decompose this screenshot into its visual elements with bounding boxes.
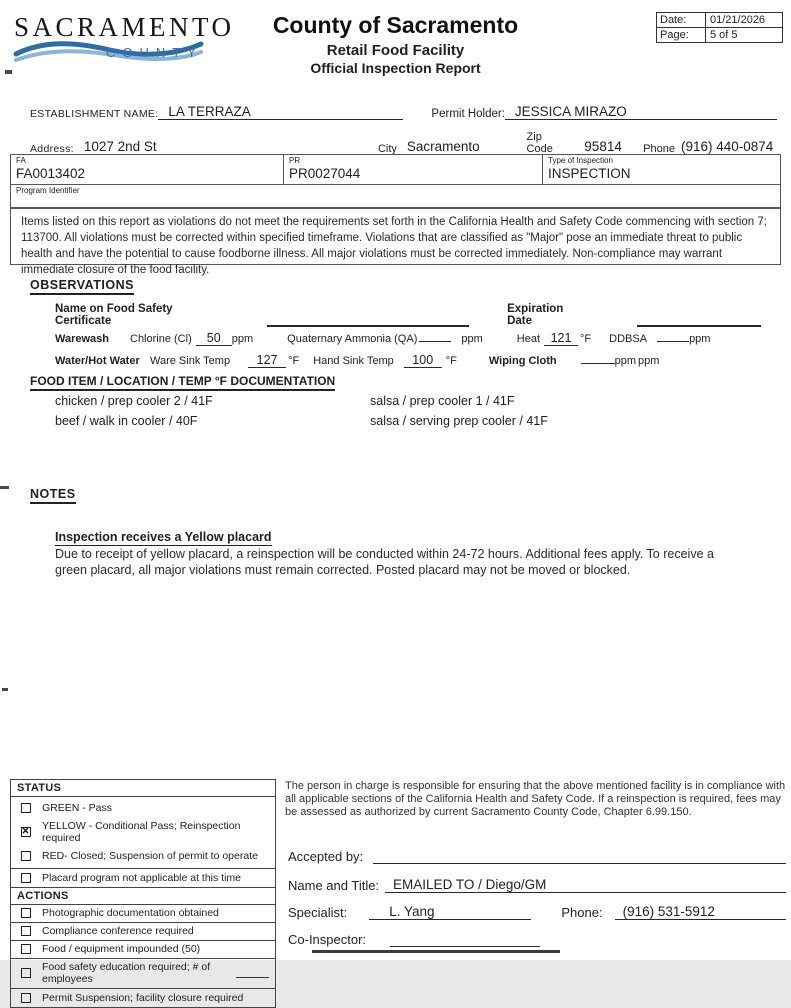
food-items-left-column bbox=[55, 391, 213, 431]
quaternary-ammonia-field[interactable] bbox=[419, 341, 451, 342]
action-compliance-conference bbox=[11, 923, 275, 941]
logo-text-sacramento: SACRAMENTO bbox=[14, 12, 235, 42]
status-option-red bbox=[11, 847, 275, 865]
logo-text-county: COUNTY bbox=[106, 45, 203, 60]
program-identifier-cell bbox=[11, 184, 780, 208]
cert-name-field[interactable] bbox=[267, 313, 469, 327]
inspection-type-label: Type of Inspection bbox=[548, 156, 613, 165]
report-subtitle-type: Official Inspection Report bbox=[310, 60, 481, 76]
chlorine-unit: ppm bbox=[231, 333, 254, 345]
address-label: Address: bbox=[30, 143, 74, 155]
permit-suspension-checkbox[interactable] bbox=[21, 993, 31, 1003]
impounded-checkbox[interactable] bbox=[21, 944, 31, 954]
status-actions-table bbox=[10, 779, 276, 1008]
yellow-placard-subheading: Inspection receives a Yellow placard bbox=[55, 530, 272, 544]
page-value: 5 of 5 bbox=[710, 29, 738, 41]
action-label: Compliance conference required bbox=[42, 925, 194, 937]
specialist-label: Specialist: bbox=[288, 905, 348, 920]
yellow-checkbox[interactable] bbox=[21, 827, 31, 837]
specialist-field[interactable]: L. Yang bbox=[369, 904, 531, 920]
report-title: County of Sacramento bbox=[272, 12, 519, 38]
accepted-by-row bbox=[288, 848, 786, 864]
establishment-name-field[interactable]: LA TERRAZA bbox=[158, 104, 403, 120]
address-field[interactable]: 1027 2nd St bbox=[74, 139, 368, 155]
warewash-label: Warewash bbox=[55, 333, 110, 345]
action-label: Photographic documentation obtained bbox=[42, 907, 219, 919]
food-safety-certificate-row bbox=[55, 303, 761, 327]
food-item: chicken / prep cooler 2 / 41F bbox=[55, 394, 213, 408]
ddbsa-field[interactable] bbox=[657, 341, 689, 342]
date-page-box bbox=[656, 12, 783, 43]
date-label: Date: bbox=[657, 13, 706, 27]
co-inspector-field[interactable] bbox=[390, 931, 540, 947]
date-value: 01/21/2026 bbox=[710, 14, 766, 26]
action-label: Food / equipment impounded (50) bbox=[42, 943, 201, 955]
city-label: City bbox=[377, 143, 397, 155]
establishment-row-1 bbox=[30, 104, 777, 120]
not-applicable-checkbox[interactable] bbox=[21, 873, 31, 883]
status-option-label: RED- Closed; Suspension of permit to operate bbox=[42, 850, 258, 862]
food-item: beef / walk in cooler / 40F bbox=[55, 414, 198, 428]
hand-sink-temp-unit: °F bbox=[445, 355, 457, 367]
ddbsa-label: DDBSA bbox=[609, 333, 648, 345]
co-inspector-row bbox=[288, 931, 648, 947]
inspection-type-cell bbox=[543, 155, 780, 184]
name-title-row bbox=[288, 877, 786, 893]
status-option-yellow bbox=[11, 817, 275, 847]
ware-sink-temp-field[interactable]: 127 bbox=[248, 353, 286, 368]
status-header: STATUS bbox=[11, 780, 275, 797]
food-items-right-column bbox=[370, 391, 548, 431]
accepted-by-field[interactable] bbox=[373, 848, 786, 864]
wiping-cloth-field[interactable] bbox=[581, 363, 615, 364]
report-title-block bbox=[160, 12, 631, 76]
status-option-green bbox=[11, 799, 275, 817]
ddbsa-unit: ppm bbox=[689, 333, 711, 345]
water-hot-water-label: Water/Hot Water bbox=[55, 355, 140, 367]
employee-count-field[interactable] bbox=[236, 969, 269, 978]
facility-id-table bbox=[10, 154, 781, 209]
food-documentation-heading: FOOD ITEM / LOCATION / TEMP °F DOCUMENTATION bbox=[30, 374, 335, 391]
fa-label: FA bbox=[16, 156, 26, 165]
zip-field[interactable]: 95814 bbox=[574, 139, 631, 155]
scan-artifact bbox=[2, 688, 8, 691]
compliance-statement: The person in charge is responsible for ensuring that the above mentioned facility is in compliance with all applicable sections of the California Health and Safety Code. If a reinspection is required, fees may be assessed as authorized by current Sacramento County Code, Chapter 6.99.150. bbox=[285, 780, 786, 818]
food-item: salsa / serving prep cooler / 41F bbox=[370, 414, 548, 428]
education-checkbox[interactable] bbox=[21, 968, 31, 978]
actions-header: ACTIONS bbox=[11, 888, 275, 905]
inspector-phone-label: Phone: bbox=[561, 905, 603, 920]
action-label: Permit Suspension; facility closure required bbox=[42, 992, 244, 1004]
action-permit-suspension bbox=[11, 989, 275, 1007]
action-label: Food safety education required; # of employees bbox=[42, 961, 211, 985]
violations-disclaimer: Items listed on this report as violations do not meet the requirements set forth in the California Health and Safety Code commencing with section 7; 113700. All violations must be corrected within specified timeframe. Violations that are classified as "Major" pose an immediate threat to public health and have the potential to cause foodborne illness. All major violations must be corrected immediately. Non-compliance may warrant immediate closure of the food facility. bbox=[10, 207, 781, 265]
inspection-type-value: INSPECTION bbox=[548, 166, 631, 181]
scan-artifact bbox=[5, 70, 12, 74]
placard-options-group bbox=[11, 797, 275, 869]
pr-value: PR0027044 bbox=[289, 166, 361, 181]
specialist-row bbox=[288, 904, 786, 920]
red-checkbox[interactable] bbox=[21, 851, 31, 861]
expiration-date-label: Expiration Date bbox=[507, 303, 564, 327]
green-checkbox[interactable] bbox=[21, 803, 31, 813]
establishment-name-label: ESTABLISHMENT NAME: bbox=[30, 108, 159, 120]
pr-cell bbox=[284, 155, 543, 184]
cert-name-label: Name on Food Safety Certificate bbox=[55, 303, 173, 327]
pr-label: PR bbox=[289, 156, 301, 165]
establishment-row-2 bbox=[30, 131, 777, 155]
city-field[interactable]: Sacramento bbox=[397, 139, 515, 155]
notes-heading: NOTES bbox=[30, 487, 76, 504]
action-photographic bbox=[11, 905, 275, 923]
status-option-label: GREEN - Pass bbox=[42, 802, 113, 814]
warewash-row-1 bbox=[55, 331, 771, 346]
page-cutoff-artifact bbox=[312, 950, 560, 953]
fa-cell bbox=[11, 155, 284, 184]
page-label: Page: bbox=[657, 28, 706, 42]
zip-label: Zip Code bbox=[526, 131, 553, 155]
observations-heading: OBSERVATIONS bbox=[30, 278, 134, 295]
action-food-safety-education bbox=[11, 959, 275, 989]
ware-sink-temp-label: Ware Sink Temp bbox=[150, 355, 231, 367]
warewash-row-2 bbox=[55, 353, 771, 368]
photographic-checkbox[interactable] bbox=[21, 908, 31, 918]
name-title-field[interactable]: EMAILED TO / Diego/GM bbox=[385, 877, 786, 893]
permit-holder-label: Permit Holder: bbox=[431, 108, 505, 120]
report-subtitle-facility: Retail Food Facility bbox=[326, 42, 465, 59]
ware-sink-temp-unit: °F bbox=[288, 355, 300, 367]
status-option-not-applicable bbox=[11, 869, 275, 888]
chlorine-value-field[interactable]: 50 bbox=[196, 331, 232, 346]
warewash-section bbox=[55, 331, 771, 375]
heat-value-field[interactable]: 121 bbox=[544, 331, 578, 346]
status-option-label: YELLOW - Conditional Pass; Reinspection required bbox=[42, 820, 241, 844]
hand-sink-temp-label: Hand Sink Temp bbox=[313, 355, 394, 367]
name-title-label: Name and Title: bbox=[288, 878, 380, 893]
heat-label: Heat bbox=[516, 333, 541, 345]
quaternary-ammonia-unit: ppm bbox=[461, 333, 483, 345]
wiping-cloth-label: Wiping Cloth bbox=[488, 355, 557, 367]
food-item: salsa / prep cooler 1 / 41F bbox=[370, 394, 515, 408]
hand-sink-temp-field[interactable]: 100 bbox=[404, 353, 442, 368]
heat-unit: °F bbox=[580, 333, 592, 345]
action-impounded bbox=[11, 941, 275, 959]
yellow-placard-note: Due to receipt of yellow placard, a reinspection will be conducted within 24-72 hours. Additional fees apply. To receive a green placard, all major violations must remain corrected. Posted placard may not be moved or blocked. bbox=[55, 547, 714, 577]
status-option-label: Placard program not applicable at this time bbox=[42, 872, 242, 884]
inspector-phone-field[interactable]: (916) 531-5912 bbox=[615, 904, 786, 920]
wiping-cloth-unit: ppm bbox=[614, 355, 636, 367]
expiration-date-field[interactable] bbox=[637, 313, 761, 327]
fa-value: FA0013402 bbox=[16, 166, 86, 181]
accepted-by-label: Accepted by: bbox=[288, 849, 364, 864]
co-inspector-label: Co-Inspector: bbox=[288, 932, 367, 947]
chlorine-label: Chlorine (Cl) bbox=[130, 333, 192, 345]
permit-holder-field[interactable]: JESSICA MIRAZO bbox=[505, 104, 777, 120]
quaternary-ammonia-label: Quaternary Ammonia (QA) bbox=[287, 333, 418, 345]
phone-label: Phone bbox=[643, 143, 675, 155]
program-identifier-label: Program Identifier bbox=[16, 186, 80, 195]
compliance-conference-checkbox[interactable] bbox=[21, 926, 31, 936]
phone-field[interactable]: (916) 440-0874 bbox=[679, 139, 777, 155]
scan-artifact bbox=[0, 486, 9, 489]
wiping-cloth-ppm: ppm bbox=[637, 355, 660, 367]
